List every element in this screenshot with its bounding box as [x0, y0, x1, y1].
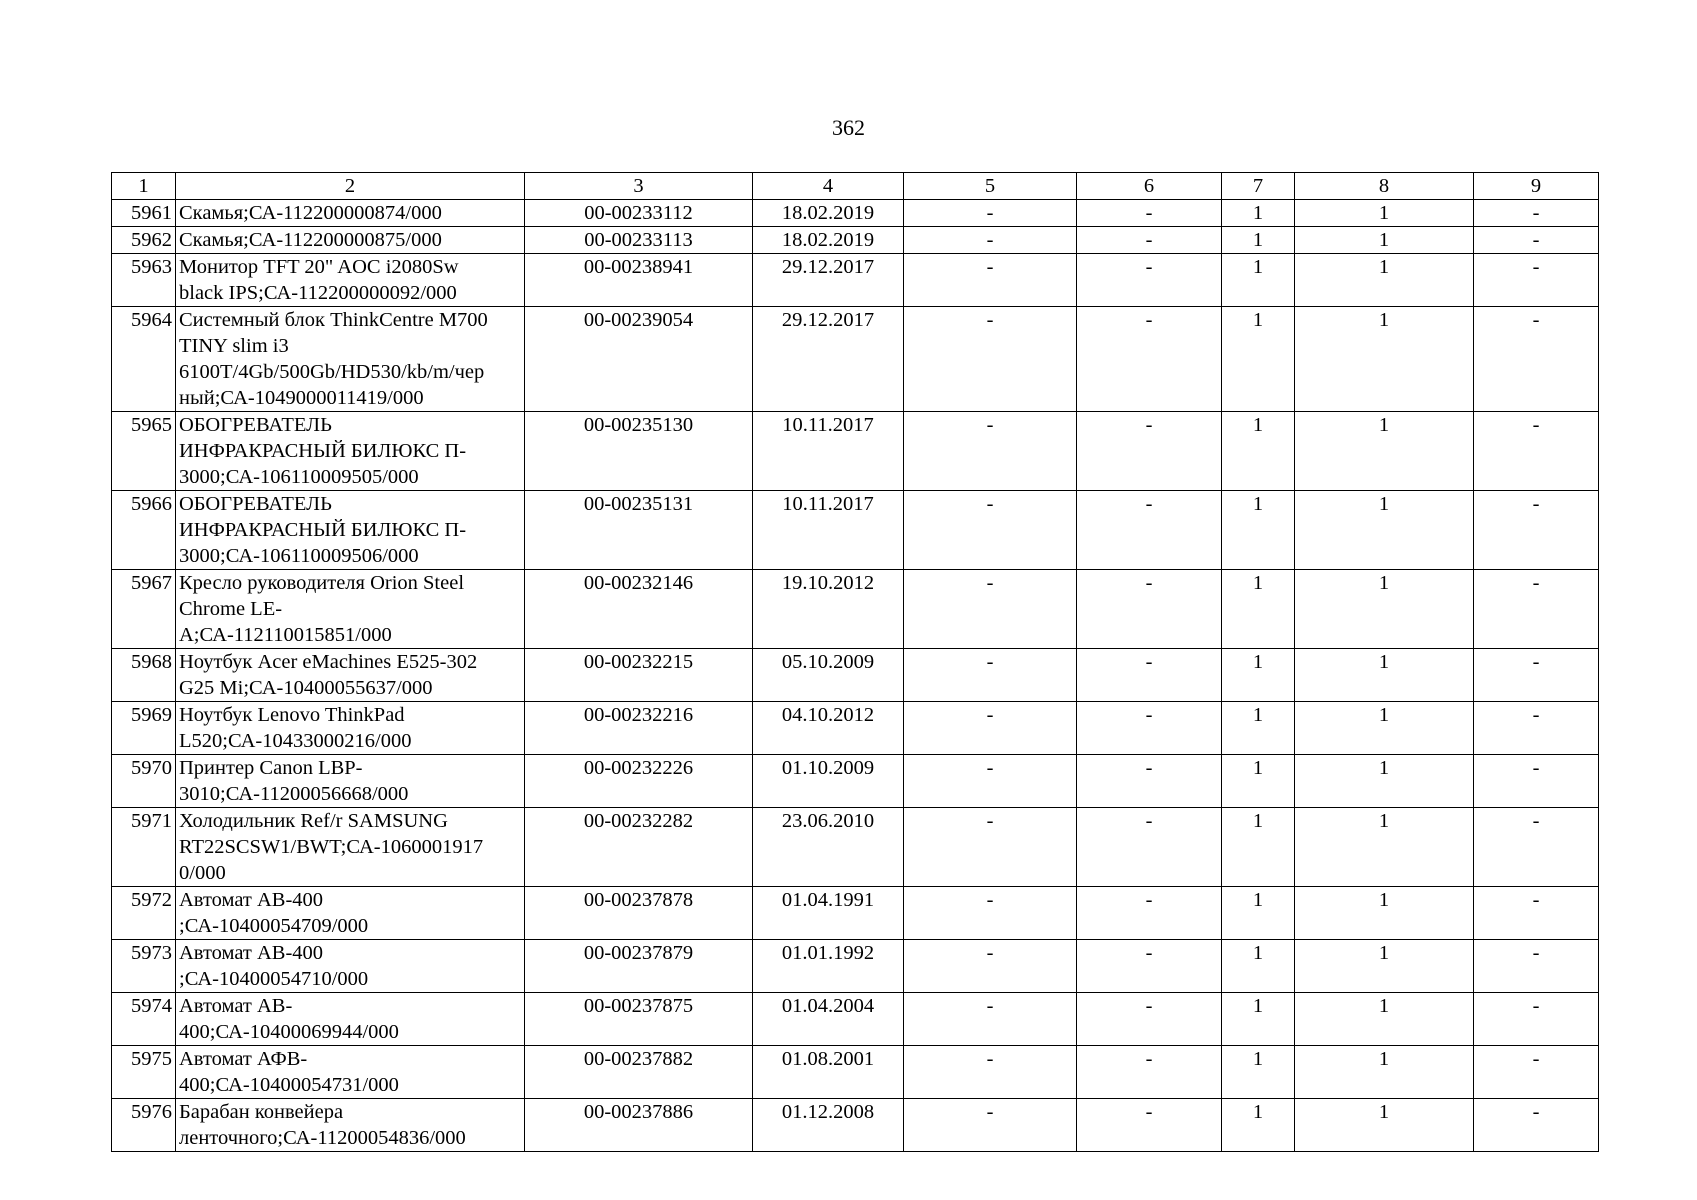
- table-row: [112, 1046, 1599, 1099]
- row-number-cell: 5976: [112, 1099, 176, 1152]
- item-name-cell: [176, 570, 525, 649]
- item-name-cell: [176, 993, 525, 1046]
- item-name-line: Ноутбук Lenovo ThinkPad: [179, 704, 405, 726]
- item-name-line: 3000;СА-106110009506/000: [179, 545, 419, 567]
- col9-cell: -: [1474, 649, 1599, 702]
- item-name-line: ОБОГРЕВАТЕЛЬ: [179, 493, 332, 515]
- col6-cell: -: [1077, 227, 1222, 254]
- col7-cell: 1: [1222, 491, 1295, 570]
- date-cell: 29.12.2017: [753, 254, 904, 307]
- inventory-code-cell: 00-00232282: [525, 808, 753, 887]
- row-number-cell: 5972: [112, 887, 176, 940]
- column-header-6: 6: [1077, 173, 1222, 200]
- col5-cell: -: [904, 254, 1077, 307]
- col5-cell: -: [904, 887, 1077, 940]
- col7-cell: 1: [1222, 570, 1295, 649]
- item-name-line: ОБОГРЕВАТЕЛЬ: [179, 414, 332, 436]
- row-number-cell: 5967: [112, 570, 176, 649]
- table-row: [112, 808, 1599, 887]
- col7-cell: 1: [1222, 808, 1295, 887]
- item-name-cell: [176, 307, 525, 412]
- date-cell: 23.06.2010: [753, 808, 904, 887]
- col8-cell: 1: [1295, 1099, 1474, 1152]
- column-header-9: 9: [1474, 173, 1599, 200]
- col5-cell: -: [904, 702, 1077, 755]
- page-number: 362: [832, 115, 865, 140]
- item-name-line: ;СА-10400054709/000: [179, 915, 369, 937]
- col5-cell: -: [904, 940, 1077, 993]
- inventory-code-cell: 00-00237878: [525, 887, 753, 940]
- col8-cell: 1: [1295, 254, 1474, 307]
- col9-cell: -: [1474, 702, 1599, 755]
- col7-cell: 1: [1222, 993, 1295, 1046]
- col6-cell: -: [1077, 993, 1222, 1046]
- inventory-code-cell: 00-00235130: [525, 412, 753, 491]
- col9-cell: -: [1474, 755, 1599, 808]
- col6-cell: -: [1077, 649, 1222, 702]
- col7-cell: 1: [1222, 1099, 1295, 1152]
- col7-cell: 1: [1222, 412, 1295, 491]
- col5-cell: -: [904, 755, 1077, 808]
- col5-cell: -: [904, 1099, 1077, 1152]
- row-number-cell: 5961: [112, 200, 176, 227]
- col8-cell: 1: [1295, 491, 1474, 570]
- date-cell: 01.04.1991: [753, 887, 904, 940]
- col8-cell: 1: [1295, 412, 1474, 491]
- col6-cell: -: [1077, 755, 1222, 808]
- col9-cell: -: [1474, 808, 1599, 887]
- table-row: [112, 755, 1599, 808]
- item-name-line: 0/000: [179, 862, 226, 884]
- item-name-line: ;СА-10400054710/000: [179, 968, 369, 990]
- table-row: [112, 412, 1599, 491]
- col8-cell: 1: [1295, 702, 1474, 755]
- col8-cell: 1: [1295, 200, 1474, 227]
- inventory-code-cell: 00-00237875: [525, 993, 753, 1046]
- item-name-cell: [176, 649, 525, 702]
- table-row: [112, 570, 1599, 649]
- column-header-3: 3: [525, 173, 753, 200]
- col6-cell: -: [1077, 307, 1222, 412]
- item-name-cell: [176, 940, 525, 993]
- item-name-line: Скамья;СА-112200000875/000: [179, 229, 442, 251]
- col6-cell: -: [1077, 940, 1222, 993]
- item-name-cell: [176, 491, 525, 570]
- date-cell: 05.10.2009: [753, 649, 904, 702]
- item-name-line: Автомат АВ-400: [179, 889, 324, 911]
- item-name-line: ИНФРАКРАСНЫЙ БИЛЮКС П-: [179, 519, 467, 541]
- item-name-line: Барабан конвейера: [179, 1101, 344, 1123]
- col5-cell: -: [904, 570, 1077, 649]
- col9-cell: -: [1474, 993, 1599, 1046]
- date-cell: 01.12.2008: [753, 1099, 904, 1152]
- table-row: [112, 200, 1599, 227]
- item-name-line: Автомат АФВ-: [179, 1048, 308, 1070]
- col5-cell: -: [904, 491, 1077, 570]
- table-row: [112, 702, 1599, 755]
- col9-cell: -: [1474, 200, 1599, 227]
- date-cell: 10.11.2017: [753, 491, 904, 570]
- date-cell: 18.02.2019: [753, 227, 904, 254]
- table-row: [112, 307, 1599, 412]
- col8-cell: 1: [1295, 808, 1474, 887]
- col9-cell: -: [1474, 227, 1599, 254]
- col9-cell: -: [1474, 254, 1599, 307]
- column-header-8: 8: [1295, 173, 1474, 200]
- column-header-2: 2: [176, 173, 525, 200]
- row-number-cell: 5973: [112, 940, 176, 993]
- table-row: [112, 940, 1599, 993]
- table-header-row: [112, 173, 1599, 200]
- inventory-code-cell: 00-00237879: [525, 940, 753, 993]
- item-name-line: Холодильник Ref/r SAMSUNG: [179, 810, 448, 832]
- item-name-line: Автомат АВ-: [179, 995, 293, 1017]
- inventory-code-cell: 00-00233113: [525, 227, 753, 254]
- col5-cell: -: [904, 307, 1077, 412]
- col5-cell: -: [904, 227, 1077, 254]
- col7-cell: 1: [1222, 254, 1295, 307]
- col9-cell: -: [1474, 1099, 1599, 1152]
- col7-cell: 1: [1222, 940, 1295, 993]
- item-name-line: 3010;СА-11200056668/000: [179, 783, 409, 805]
- col6-cell: -: [1077, 254, 1222, 307]
- inventory-code-cell: 00-00233112: [525, 200, 753, 227]
- inventory-code-cell: 00-00235131: [525, 491, 753, 570]
- col6-cell: -: [1077, 412, 1222, 491]
- date-cell: 01.08.2001: [753, 1046, 904, 1099]
- col6-cell: -: [1077, 1099, 1222, 1152]
- item-name-cell: [176, 1046, 525, 1099]
- item-name-line: Принтер Canon LBP-: [179, 757, 363, 779]
- col8-cell: 1: [1295, 887, 1474, 940]
- col7-cell: 1: [1222, 307, 1295, 412]
- date-cell: 04.10.2012: [753, 702, 904, 755]
- item-name-line: 3000;СА-106110009505/000: [179, 466, 419, 488]
- col5-cell: -: [904, 200, 1077, 227]
- col8-cell: 1: [1295, 755, 1474, 808]
- column-header-5: 5: [904, 173, 1077, 200]
- item-name-line: Chrome LE-: [179, 598, 283, 620]
- col5-cell: -: [904, 1046, 1077, 1099]
- col9-cell: -: [1474, 940, 1599, 993]
- item-name-line: TINY slim i3: [179, 335, 289, 357]
- date-cell: 01.10.2009: [753, 755, 904, 808]
- date-cell: 01.01.1992: [753, 940, 904, 993]
- table-row: [112, 254, 1599, 307]
- col6-cell: -: [1077, 570, 1222, 649]
- item-name-line: A;СА-112110015851/000: [179, 624, 392, 646]
- row-number-cell: 5962: [112, 227, 176, 254]
- column-header-4: 4: [753, 173, 904, 200]
- inventory-code-cell: 00-00239054: [525, 307, 753, 412]
- item-name-line: Автомат АВ-400: [179, 942, 324, 964]
- item-name-line: 400;СА-10400069944/000: [179, 1021, 399, 1043]
- column-header-1: 1: [112, 173, 176, 200]
- item-name-line: ИНФРАКРАСНЫЙ БИЛЮКС П-: [179, 440, 467, 462]
- item-name-line: Монитор TFT 20" AOC i2080Sw: [179, 256, 459, 278]
- date-cell: 10.11.2017: [753, 412, 904, 491]
- inventory-code-cell: 00-00232215: [525, 649, 753, 702]
- col5-cell: -: [904, 808, 1077, 887]
- inventory-code-cell: 00-00232226: [525, 755, 753, 808]
- col6-cell: -: [1077, 1046, 1222, 1099]
- row-number-cell: 5969: [112, 702, 176, 755]
- item-name-line: G25 Mi;СА-10400055637/000: [179, 677, 433, 699]
- col5-cell: -: [904, 993, 1077, 1046]
- col6-cell: -: [1077, 702, 1222, 755]
- row-number-cell: 5966: [112, 491, 176, 570]
- item-name-cell: [176, 1099, 525, 1152]
- col7-cell: 1: [1222, 702, 1295, 755]
- col6-cell: -: [1077, 887, 1222, 940]
- table-row: [112, 887, 1599, 940]
- row-number-cell: 5963: [112, 254, 176, 307]
- date-cell: 01.04.2004: [753, 993, 904, 1046]
- date-cell: 29.12.2017: [753, 307, 904, 412]
- col9-cell: -: [1474, 887, 1599, 940]
- col5-cell: -: [904, 649, 1077, 702]
- item-name-cell: [176, 412, 525, 491]
- item-name-cell: [176, 755, 525, 808]
- date-cell: 19.10.2012: [753, 570, 904, 649]
- inventory-code-cell: 00-00237882: [525, 1046, 753, 1099]
- date-cell: 18.02.2019: [753, 200, 904, 227]
- col7-cell: 1: [1222, 649, 1295, 702]
- item-name-line: ный;СА-1049000011419/000: [179, 387, 424, 409]
- col9-cell: -: [1474, 307, 1599, 412]
- item-name-line: L520;СА-10433000216/000: [179, 730, 412, 752]
- col8-cell: 1: [1295, 570, 1474, 649]
- row-number-cell: 5971: [112, 808, 176, 887]
- item-name-cell: [176, 887, 525, 940]
- col9-cell: -: [1474, 570, 1599, 649]
- col7-cell: 1: [1222, 755, 1295, 808]
- item-name-cell: [176, 808, 525, 887]
- item-name-cell: [176, 227, 525, 254]
- item-name-line: Системный блок ThinkCentre M700: [179, 309, 488, 331]
- col7-cell: 1: [1222, 227, 1295, 254]
- row-number-cell: 5965: [112, 412, 176, 491]
- inventory-table: [111, 172, 1599, 1152]
- row-number-cell: 5968: [112, 649, 176, 702]
- row-number-cell: 5964: [112, 307, 176, 412]
- item-name-line: Кресло руководителя Orion Steel: [179, 572, 465, 594]
- col7-cell: 1: [1222, 887, 1295, 940]
- col7-cell: 1: [1222, 200, 1295, 227]
- table-row: [112, 649, 1599, 702]
- row-number-cell: 5974: [112, 993, 176, 1046]
- col6-cell: -: [1077, 491, 1222, 570]
- inventory-code-cell: 00-00232216: [525, 702, 753, 755]
- item-name-line: black IPS;СА-112200000092/000: [179, 282, 457, 304]
- col8-cell: 1: [1295, 993, 1474, 1046]
- item-name-line: ленточного;СА-11200054836/000: [179, 1127, 466, 1149]
- item-name-line: 6100T/4Gb/500Gb/HD530/kb/m/чер: [179, 361, 485, 383]
- table-row: [112, 227, 1599, 254]
- table-row: [112, 1099, 1599, 1152]
- col9-cell: -: [1474, 1046, 1599, 1099]
- item-name-cell: [176, 200, 525, 227]
- item-name-line: RT22SCSW1/BWT;СА-1060001917: [179, 836, 484, 858]
- inventory-code-cell: 00-00237886: [525, 1099, 753, 1152]
- col8-cell: 1: [1295, 1046, 1474, 1099]
- row-number-cell: 5970: [112, 755, 176, 808]
- item-name-line: Ноутбук Acer eMachines E525-302: [179, 651, 478, 673]
- col6-cell: -: [1077, 808, 1222, 887]
- col9-cell: -: [1474, 412, 1599, 491]
- inventory-code-cell: 00-00238941: [525, 254, 753, 307]
- col8-cell: 1: [1295, 940, 1474, 993]
- row-number-cell: 5975: [112, 1046, 176, 1099]
- table-body: [112, 200, 1599, 1152]
- col8-cell: 1: [1295, 649, 1474, 702]
- col6-cell: -: [1077, 200, 1222, 227]
- col7-cell: 1: [1222, 1046, 1295, 1099]
- col8-cell: 1: [1295, 307, 1474, 412]
- item-name-line: Скамья;СА-112200000874/000: [179, 202, 442, 224]
- item-name-cell: [176, 254, 525, 307]
- col9-cell: -: [1474, 491, 1599, 570]
- col8-cell: 1: [1295, 227, 1474, 254]
- item-name-cell: [176, 702, 525, 755]
- column-header-7: 7: [1222, 173, 1295, 200]
- inventory-code-cell: 00-00232146: [525, 570, 753, 649]
- item-name-line: 400;СА-10400054731/000: [179, 1074, 399, 1096]
- table-row: [112, 993, 1599, 1046]
- col5-cell: -: [904, 412, 1077, 491]
- table-row: [112, 491, 1599, 570]
